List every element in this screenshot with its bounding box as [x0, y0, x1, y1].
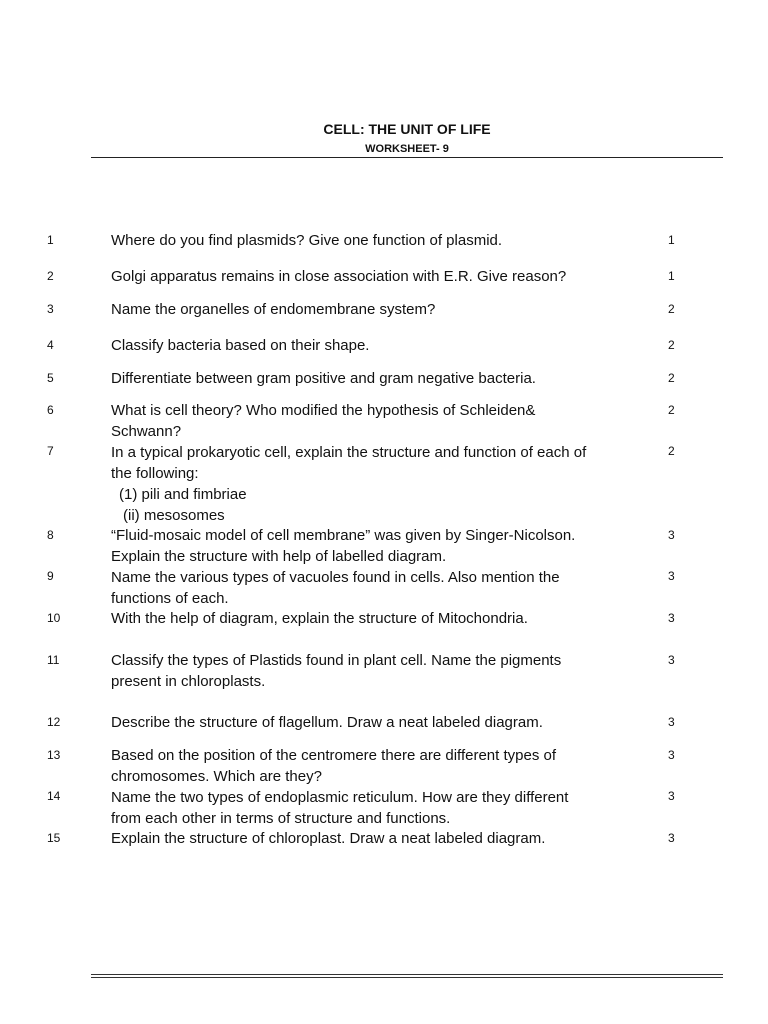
worksheet-subtitle: WORKSHEET- 9 — [365, 143, 449, 155]
question-marks: 3 — [668, 569, 675, 583]
question-number: 6 — [47, 403, 54, 417]
question-line: functions of each. — [111, 590, 229, 607]
question-subpart: (ii) mesosomes — [123, 507, 225, 524]
question-line: Name the organelles of endomembrane system? — [111, 301, 436, 318]
question-line: Where do you find plasmids? Give one function of plasmid. — [111, 232, 503, 249]
title-divider — [91, 157, 723, 158]
question-marks: 3 — [668, 715, 675, 729]
question-text — [111, 828, 651, 849]
question-line: Name the two types of endoplasmic reticulum. How are they different — [111, 789, 569, 806]
question-text — [111, 712, 651, 733]
question-marks: 2 — [668, 403, 675, 417]
question-text — [111, 745, 651, 787]
question-line: the following: — [111, 465, 199, 482]
question-text — [111, 608, 651, 629]
question-marks: 3 — [668, 528, 675, 542]
question-line: Schwann? — [111, 423, 182, 440]
question-line: Differentiate between gram positive and gram negative bacteria. — [111, 370, 536, 387]
question-number: 13 — [47, 748, 61, 762]
question-marks: 1 — [668, 233, 675, 247]
question-marks: 2 — [668, 371, 675, 385]
question-number: 4 — [47, 338, 54, 352]
question-line: from each other in terms of structure and functions. — [111, 810, 451, 827]
page-title: CELL: THE UNIT OF LIFE — [323, 121, 491, 137]
question-marks: 3 — [668, 831, 675, 845]
question-line: Name the various types of vacuoles found in cells. Also mention the — [111, 569, 560, 586]
question-line: “Fluid-mosaic model of cell membrane” was given by Singer-Nicolson. — [111, 527, 576, 544]
question-marks: 3 — [668, 653, 675, 667]
question-number: 5 — [47, 371, 54, 385]
question-number: 2 — [47, 269, 54, 283]
question-marks: 1 — [668, 269, 675, 283]
question-marks: 3 — [668, 611, 675, 625]
question-marks: 3 — [668, 748, 675, 762]
question-marks: 2 — [668, 338, 675, 352]
question-line: Describe the structure of flagellum. Draw a neat labeled diagram. — [111, 714, 543, 731]
question-number: 15 — [47, 831, 61, 845]
question-text — [111, 266, 651, 287]
footer-divider — [91, 974, 723, 975]
question-text — [111, 368, 651, 389]
question-subpart: (1) pili and fimbriae — [119, 486, 247, 503]
question-line: What is cell theory? Who modified the hypothesis of Schleiden& — [111, 402, 536, 419]
question-marks: 2 — [668, 302, 675, 316]
question-number: 1 — [47, 233, 54, 247]
question-line: Classify bacteria based on their shape. — [111, 337, 370, 354]
question-line: present in chloroplasts. — [111, 673, 266, 690]
question-number: 3 — [47, 302, 54, 316]
question-text — [111, 787, 651, 829]
question-marks: 3 — [668, 789, 675, 803]
question-text — [111, 567, 651, 609]
question-number: 9 — [47, 569, 54, 583]
question-number: 8 — [47, 528, 54, 542]
question-text — [111, 442, 651, 526]
question-number: 10 — [47, 611, 61, 625]
question-text — [111, 299, 651, 320]
question-line: With the help of diagram, explain the structure of Mitochondria. — [111, 610, 528, 627]
question-line: Explain the structure with help of labelled diagram. — [111, 548, 447, 565]
question-text — [111, 650, 651, 692]
question-line: chromosomes. Which are they? — [111, 768, 322, 785]
question-marks: 2 — [668, 444, 675, 458]
question-number: 14 — [47, 789, 61, 803]
question-text — [111, 230, 651, 251]
question-line: Classify the types of Plastids found in plant cell. Name the pigments — [111, 652, 562, 669]
question-text — [111, 400, 651, 442]
question-number: 11 — [47, 653, 60, 667]
question-number: 7 — [47, 444, 54, 458]
question-line: Golgi apparatus remains in close association with E.R. Give reason? — [111, 268, 567, 285]
question-line: Based on the position of the centromere there are different types of — [111, 747, 556, 764]
question-text — [111, 335, 651, 356]
question-line: In a typical prokaryotic cell, explain the structure and function of each of — [111, 444, 587, 461]
question-text — [111, 525, 651, 567]
footer-divider — [91, 977, 723, 978]
question-line: Explain the structure of chloroplast. Draw a neat labeled diagram. — [111, 830, 546, 847]
question-number: 12 — [47, 715, 61, 729]
